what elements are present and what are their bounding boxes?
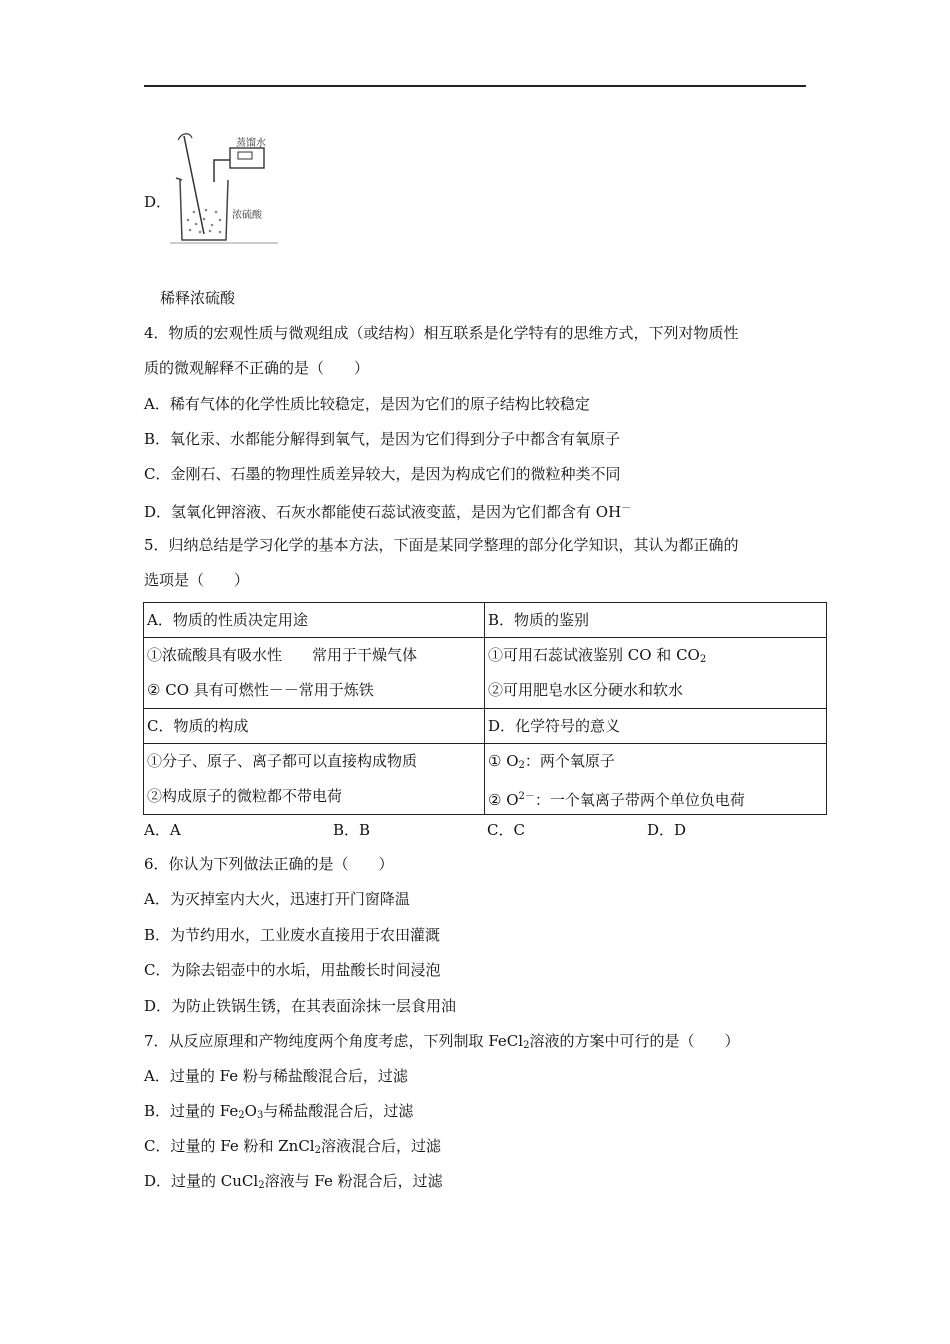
- q5-answer-a: A．A: [144, 821, 181, 839]
- table-cell-d-head: D．化学符号的意义: [485, 709, 827, 744]
- table-cell-c-head: C．物质的构成: [144, 709, 485, 744]
- table-cell-a-head: A．物质的性质决定用途: [144, 603, 485, 638]
- q4-option-b: B．氧化汞、水都能分解得到氧气，是因为它们得到分子中都含有氧原子: [144, 430, 621, 448]
- table-item-b1: ①可用石蕊试液鉴别 CO 和 $CO_2$: [488, 646, 707, 665]
- q6-option-b: B．为节约用水，工业废水直接用于农田灌溉: [144, 926, 441, 944]
- q6-option-a: A．为灭掉室内大火，迅速打开门窗降温: [144, 890, 410, 908]
- table-item-c1: ①分子、原子、离子都可以直接构成物质: [147, 752, 418, 770]
- q5-answer-b: B．B: [333, 821, 371, 839]
- q4-stem-line-1: 4．物质的宏观性质与微观组成（或结构）相互联系是化学特有的思维方式，下列对物质性: [144, 324, 739, 342]
- q4-option-a: A．稀有气体的化学性质比较稳定，是因为它们的原子结构比较稳定: [144, 395, 590, 413]
- table-item-c2: ②构成原子的微粒都不带电荷: [147, 787, 343, 805]
- acid-dots: [187, 209, 222, 234]
- q7-option-d: D．过量的 CuCl$_2$溶液与 Fe 粉混合后，过滤: [144, 1172, 443, 1191]
- q7-stem: 7．从反应原理和产物纯度两个角度考虑，下列制取 FeCl$_2$溶液的方案中可行的是（ ）: [144, 1032, 740, 1051]
- q4-option-d: D．氢氧化钾溶液、石灰水都能使石蕊试液变蓝，是因为它们都含有 OH－: [144, 503, 632, 521]
- table-cell-d-body: [485, 744, 827, 815]
- table-item-a2: ② CO 具有可燃性－－常用于炼铁: [147, 681, 374, 699]
- table-cell-b-head: B．物质的鉴别: [485, 603, 827, 638]
- table-item-a1: ①浓硫酸具有吸水性 常用于干燥气体: [147, 646, 418, 664]
- q6-stem: 6．你认为下列做法正确的是（ ）: [144, 855, 394, 873]
- table-item-b2: ②可用肥皂水区分硬水和软水: [488, 681, 684, 699]
- q4-option-c: C．金刚石、石墨的物理性质差异较大，是因为构成它们的微粒种类不同: [144, 465, 621, 483]
- header-rule: [144, 85, 806, 87]
- acid-label: 浓硫酸: [232, 210, 262, 221]
- q7-option-a: A．过量的 Fe 粉与稀盐酸混合后，过滤: [144, 1067, 408, 1085]
- table-item-d2: ② $O^{2-}$：一个氧离子带两个单位负电荷: [488, 791, 745, 809]
- water-bottle: [230, 148, 264, 168]
- beaker-lip: [176, 178, 182, 180]
- table-item-d1: ① $O_2$：两个氧原子: [488, 752, 615, 771]
- q5-stem-line-1: 5．归纳总结是学习化学的基本方法，下面是某同学整理的部分化学知识，其认为都正确的: [144, 536, 739, 554]
- q7-option-b: B．过量的 $Fe_2O_3$与稀盐酸混合后，过滤: [144, 1102, 414, 1121]
- q5-answer-d: D．D: [647, 821, 687, 839]
- q6-option-c: C．为除去铝壶中的水垢，用盐酸长时间浸泡: [144, 961, 441, 979]
- q5-knowledge-table: [143, 602, 827, 815]
- dilution-figure: [170, 124, 280, 246]
- table-cell-b-body: [485, 638, 827, 709]
- q7-option-c: C．过量的 Fe 粉和 ZnCl$_2$溶液混合后，过滤: [144, 1137, 441, 1156]
- table-cell-c-body: [144, 744, 485, 815]
- q6-option-d: D．为防止铁锅生锈，在其表面涂抹一层食用油: [144, 997, 457, 1015]
- table-cell-a-body: [144, 638, 485, 709]
- q5-answer-c: C．C: [487, 821, 525, 839]
- q5-stem-line-2: 选项是（ ）: [144, 571, 250, 589]
- q4-stem-line-2: 质的微观解释不正确的是（ ）: [144, 359, 370, 377]
- option-d-label: D．: [144, 193, 172, 211]
- figure-caption: 稀释浓硫酸: [160, 289, 236, 307]
- water-label: 蒸馏水: [236, 138, 266, 149]
